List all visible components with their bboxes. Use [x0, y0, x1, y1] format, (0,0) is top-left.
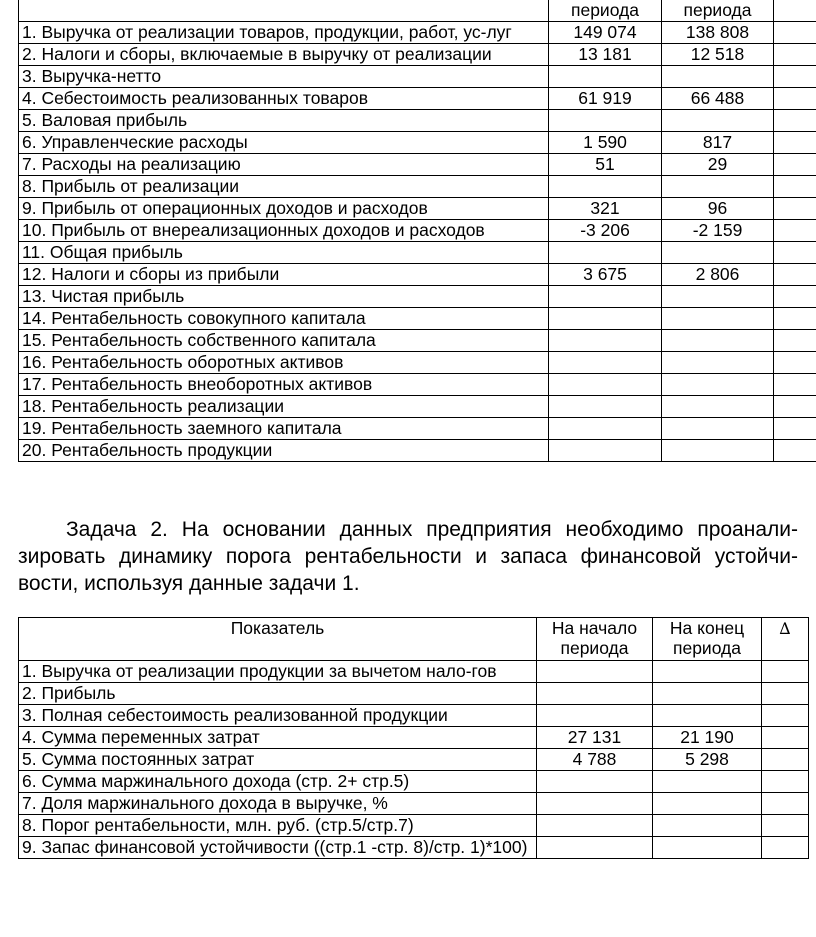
row-value-start: 1 590 [549, 132, 662, 154]
row-value-end: 66 488 [662, 88, 774, 110]
row-label: 19. Рентабельность заемного капитала [19, 418, 549, 440]
indicators-table-2 [18, 617, 809, 859]
row-value-start: 149 074 [549, 22, 662, 44]
row-value-start: 61 919 [549, 88, 662, 110]
table-row [19, 110, 816, 132]
row-label: 7. Расходы на реализацию [19, 154, 549, 176]
table-row [19, 88, 816, 110]
table-row [19, 22, 816, 44]
row-value-end [653, 815, 762, 837]
row-value-start [549, 110, 662, 132]
row-label: 11. Общая прибыль [19, 242, 549, 264]
row-label: 8. Прибыль от реализации [19, 176, 549, 198]
table-row [19, 264, 816, 286]
row-value-start: 51 [549, 154, 662, 176]
row-value-end [662, 352, 774, 374]
row-label: 9. Прибыль от операционных доходов и расходов [19, 198, 549, 220]
row-value-end [653, 771, 762, 793]
row-value-end: 29 [662, 154, 774, 176]
task-2-text: Задача 2. На основании данных предприятия необходимо проанали-зировать динамику порога рентабельности и запаса финансовой устойчи-вости, используя данные задачи 1. [18, 518, 798, 595]
row-label: 9. Запас финансовой устойчивости ((стр.1 -стр. 8)/стр. 1)*100) [19, 837, 537, 859]
row-value-delta [762, 683, 809, 705]
row-value-end [662, 396, 774, 418]
row-value-end [653, 793, 762, 815]
table2-header-end: На конец периода [653, 618, 762, 661]
row-value-start [549, 242, 662, 264]
table-row [19, 330, 816, 352]
table-row [19, 286, 816, 308]
row-label: 5. Сумма постоянных затрат [19, 749, 537, 771]
row-value-delta [774, 110, 816, 132]
row-value-start: -3 206 [549, 220, 662, 242]
table2-header-row [19, 618, 809, 661]
table-row [19, 793, 809, 815]
table-row [19, 176, 816, 198]
row-value-start [549, 418, 662, 440]
row-label: 3. Полная себестоимость реализованной продукции [19, 705, 537, 727]
table-row [19, 154, 816, 176]
row-value-end [653, 661, 762, 683]
row-value-delta [762, 727, 809, 749]
row-value-delta [774, 440, 816, 462]
row-label: 2. Налоги и сборы, включаемые в выручку от реализации [19, 44, 549, 66]
row-label: 15. Рентабельность собственного капитала [19, 330, 549, 352]
table-row [19, 198, 816, 220]
row-value-end: 817 [662, 132, 774, 154]
row-value-delta [774, 330, 816, 352]
row-value-end: -2 159 [662, 220, 774, 242]
row-label: 10. Прибыль от внереализационных доходов и расходов [19, 220, 549, 242]
table-row [19, 815, 809, 837]
row-value-end [662, 110, 774, 132]
row-label: 16. Рентабельность оборотных активов [19, 352, 549, 374]
row-value-start [549, 66, 662, 88]
row-value-end [662, 330, 774, 352]
row-value-delta [774, 308, 816, 330]
row-value-start: 3 675 [549, 264, 662, 286]
row-value-delta [774, 44, 816, 66]
row-value-end: 138 808 [662, 22, 774, 44]
table-row [19, 661, 809, 683]
table2-header-start: На начало периода [537, 618, 653, 661]
table1-header-indicator [19, 0, 549, 22]
row-label: 6. Сумма маржинального дохода (стр. 2+ стр.5) [19, 771, 537, 793]
table-row [19, 705, 809, 727]
row-value-delta [774, 286, 816, 308]
row-label: 4. Сумма переменных затрат [19, 727, 537, 749]
table-row [19, 837, 809, 859]
row-value-delta [774, 154, 816, 176]
row-value-end: 96 [662, 198, 774, 220]
row-value-end [662, 176, 774, 198]
row-value-start [549, 286, 662, 308]
row-value-end: 5 298 [653, 749, 762, 771]
row-value-start: 321 [549, 198, 662, 220]
row-value-delta [762, 837, 809, 859]
row-value-delta [774, 352, 816, 374]
row-value-delta [762, 771, 809, 793]
row-value-start: 13 181 [549, 44, 662, 66]
row-value-end [662, 66, 774, 88]
table-row [19, 418, 816, 440]
row-value-end: 12 518 [662, 44, 774, 66]
row-label: 8. Порог рентабельности, млн. руб. (стр.5/стр.7) [19, 815, 537, 837]
row-label: 20. Рентабельность продукции [19, 440, 549, 462]
row-label: 12. Налоги и сборы из прибыли [19, 264, 549, 286]
table-row [19, 44, 816, 66]
table-row [19, 132, 816, 154]
row-value-end [653, 683, 762, 705]
table-row [19, 66, 816, 88]
table-row [19, 396, 816, 418]
row-value-start [549, 308, 662, 330]
row-value-delta [774, 396, 816, 418]
row-value-end [662, 418, 774, 440]
row-value-end [662, 374, 774, 396]
row-value-start [537, 683, 653, 705]
row-value-delta [762, 749, 809, 771]
row-value-delta [774, 242, 816, 264]
row-value-end [662, 440, 774, 462]
row-label: 4. Себестоимость реализованных товаров [19, 88, 549, 110]
row-label: 1. Выручка от реализации товаров, продукции, работ, ус-луг [19, 22, 549, 44]
table2-header-indicator: Показатель [19, 618, 537, 661]
row-label: 13. Чистая прибыль [19, 286, 549, 308]
row-value-start [537, 705, 653, 727]
row-value-end: 2 806 [662, 264, 774, 286]
indicators-table-1 [18, 0, 816, 462]
row-value-start [549, 440, 662, 462]
row-value-start: 27 131 [537, 727, 653, 749]
row-value-start [537, 815, 653, 837]
table1-header-start: периода [549, 0, 662, 22]
row-value-delta [774, 66, 816, 88]
row-label: 2. Прибыль [19, 683, 537, 705]
table-row [19, 374, 816, 396]
row-value-delta [774, 22, 816, 44]
row-value-delta [762, 705, 809, 727]
table-row [19, 683, 809, 705]
row-value-delta [774, 374, 816, 396]
row-value-delta [762, 815, 809, 837]
row-value-end [662, 286, 774, 308]
row-value-start [549, 176, 662, 198]
table1-header-delta [774, 0, 816, 22]
row-value-delta [774, 88, 816, 110]
table-row [19, 308, 816, 330]
table-row [19, 749, 809, 771]
row-label: 6. Управленческие расходы [19, 132, 549, 154]
row-label: 18. Рентабельность реализации [19, 396, 549, 418]
row-value-start [549, 352, 662, 374]
row-value-delta [774, 264, 816, 286]
table-row [19, 352, 816, 374]
row-value-start [537, 837, 653, 859]
row-value-start [549, 374, 662, 396]
table-row [19, 220, 816, 242]
row-value-delta [762, 793, 809, 815]
row-value-end [653, 705, 762, 727]
delta-symbol: ∆ [779, 619, 791, 638]
table1-header-end: периода [662, 0, 774, 22]
row-label: 14. Рентабельность совокупного капитала [19, 308, 549, 330]
row-value-delta [774, 176, 816, 198]
row-label: 17. Рентабельность внеоборотных активов [19, 374, 549, 396]
table2-header-delta [762, 618, 809, 661]
row-value-end [653, 837, 762, 859]
row-value-delta [774, 418, 816, 440]
table1-header-row [19, 0, 816, 22]
table-row [19, 727, 809, 749]
row-label: 5. Валовая прибыль [19, 110, 549, 132]
table-row [19, 771, 809, 793]
row-value-delta [774, 198, 816, 220]
row-value-start [537, 793, 653, 815]
row-value-start [537, 661, 653, 683]
row-value-end: 21 190 [653, 727, 762, 749]
row-value-end [662, 242, 774, 264]
row-value-delta [774, 220, 816, 242]
row-value-start: 4 788 [537, 749, 653, 771]
row-value-start [549, 330, 662, 352]
row-value-start [537, 771, 653, 793]
table-row [19, 242, 816, 264]
row-value-delta [762, 661, 809, 683]
table-row [19, 440, 816, 462]
row-label: 1. Выручка от реализации продукции за вычетом нало-гов [19, 661, 537, 683]
row-label: 3. Выручка-нетто [19, 66, 549, 88]
row-value-start [549, 396, 662, 418]
row-value-delta [774, 132, 816, 154]
row-label: 7. Доля маржинального дохода в выручке, % [19, 793, 537, 815]
row-value-end [662, 308, 774, 330]
